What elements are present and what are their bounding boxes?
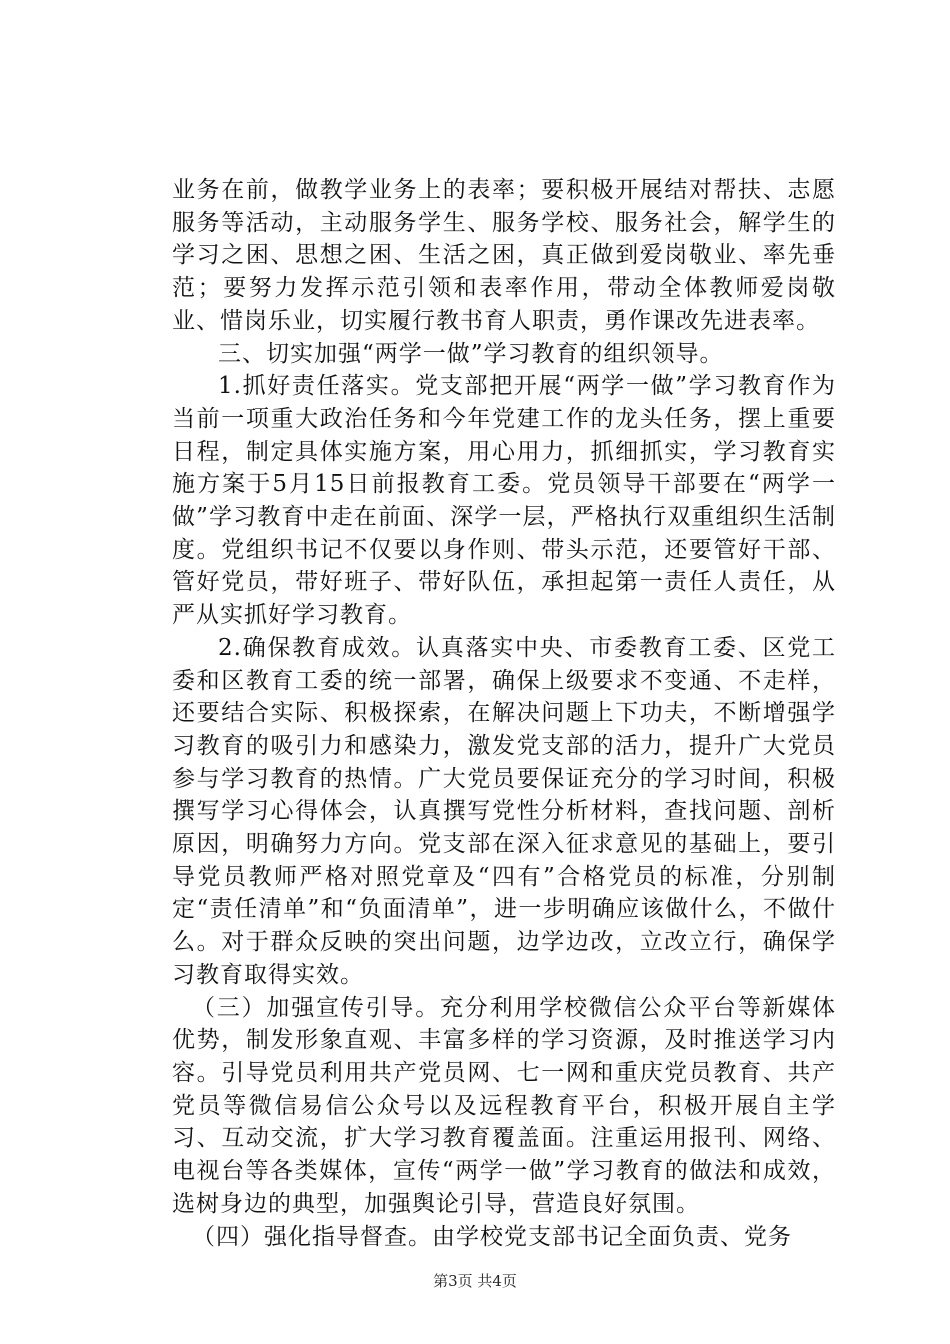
paragraph-supervision: （四）强化指导督查。由学校党支部书记全面负责、党务: [192, 1223, 792, 1250]
document-body: [172, 174, 836, 1253]
section-heading-organization: 三、切实加强“两学一做”学习教育的组织领导。: [218, 340, 724, 367]
paragraph-responsibility: 1.抓好责任落实。党支部把开展“两学一做”学习教育作为当前一项重大政治任务和今年党建工作的龙头任务，摆上重要日程，制定具体实施方案，用心用力，抓细抓实，学习教育实施方案于5月15日前报教育工委。党员领导干部要在“两学一做”学习教育中走在前面、深学一层，严格执行双重组织生活制度。党组织书记不仅要以身作则、带头示范，还要管好干部、管好党员，带好班子、带好队伍，承担起第一责任人责任，从严从实抓好学习教育。: [172, 373, 836, 629]
paragraph-continuation: 业务在前，做教学业务上的表率；要积极开展结对帮扶、志愿服务等活动，主动服务学生、服务学校、服务社会，解学生的学习之困、思想之困、生活之困，真正做到爱岗敬业、率先垂范；要努力发挥示范引领和表率作用，带动全体教师爱岗敬业、惜岗乐业，切实履行教书育人职责，勇作课改先进表率。: [172, 177, 836, 334]
paragraph-publicity: （三）加强宣传引导。充分利用学校微信公众平台等新媒体优势，制发形象直观、丰富多样的学习资源，及时推送学习内容。引导党员利用共产党员网、七一网和重庆党员教育、共产党员等微信易信公众号以及远程教育平台，积极开展自主学习、互动交流，扩大学习教育覆盖面。注重运用报刊、网络、电视台等各类媒体，宣传“两学一做”学习教育的做法和成效，选树身边的典型，加强舆论引导，营造良好氛围。: [172, 994, 836, 1217]
page-number-footer: 第3页 共4页: [433, 1272, 517, 1290]
paragraph-effectiveness: 2.确保教育成效。认真落实中央、市委教育工委、区党工委和区教育工委的统一部署，确保上级要求不变通、不走样，还要结合实际、积极探索，在解决问题上下功夫，不断增强学习教育的吸引力和感染力，激发党支部的活力，提升广大党员参与学习教育的热情。广大党员要保证充分的学习时间，积极撰写学习心得体会，认真撰写党性分析材料，查找问题、剖析原因，明确努力方向。党支部在深入征求意见的基础上，要引导党员教师严格对照党章及“四有”合格党员的标准，分别制定“责任清单”和“负面清单”，进一步明确应该做什么，不做什么。对于群众反映的突出问题，边学边改，立改立行，确保学习教育取得实效。: [172, 634, 836, 988]
